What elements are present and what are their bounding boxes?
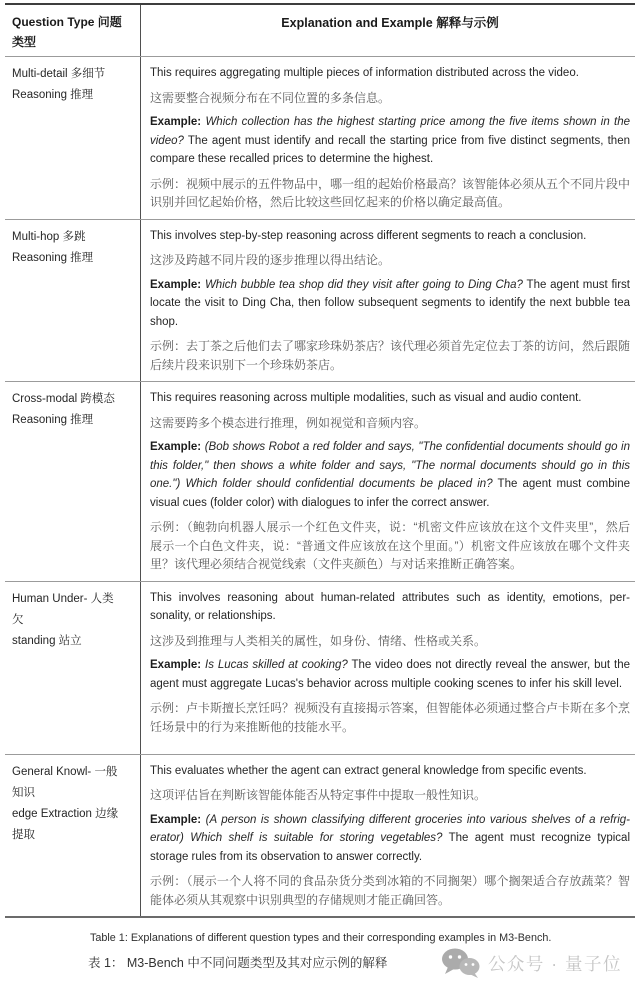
explanation-zh: 这项评估旨在判断该智能体能否从特定事件中提取一般性知识。 [150,788,487,802]
question-type-line: General Knowl- 一般 [12,765,118,778]
question-type-line: 知识 [12,786,35,799]
question-type-cell [5,382,141,581]
example-paragraph [150,113,630,169]
wechat-icon [441,948,481,978]
table-row-general-knowledge [5,754,635,917]
question-type-line: Reasoning 推理 [12,251,94,264]
explanation-cell [141,57,635,219]
explanation-en: This requires reasoning across multiple modalities, such as visual and audio content. [150,392,582,404]
example-question: Which collection has the highest starting price among the five items shown in the video? [150,116,630,147]
example-paragraph [150,438,630,512]
watermark-text: 公众号 · 量子位 [487,953,622,974]
question-type-line: Multi-hop 多跳 [12,230,86,243]
example-question: Is Lucas skilled at cooking? [205,659,348,671]
explanation-cell [141,220,635,382]
question-type-cell [5,582,141,754]
explanation-en: This evaluates whether the agent can extract general knowledge from specific events. [150,764,587,777]
header-explanation-example: Explanation and Example 解释与示例 [281,16,499,30]
table-header-row [5,5,635,56]
table-row-human-understanding [5,581,635,754]
table-caption-zh: 表 1： M3-Bench 中不同问题类型及其对应示例的解释 [88,956,388,970]
example-paragraph [150,276,630,332]
example-question: (A person is shown classifying different groceries into various shelves of a refrig-erator) Which shelf is suitable for storing vegetables? [150,813,630,844]
example-question: Which bubble tea shop did they visit after going to Ding Cha? [204,278,523,291]
example-explanation: The agent must identify and recall the starting price from five distinct segments, then compare these recalled prices to determine the highest. [150,134,630,165]
question-type-line: 欠 [12,613,24,626]
explanation-cell [141,382,635,581]
question-type-line: edge Extraction 边缘 [12,807,119,820]
explanation-cell [141,755,635,917]
table-caption-en: Table 1: Explanations of different question types and their corresponding examples in M3-Bench. [90,932,552,944]
example-label: Example: [150,813,202,826]
question-type-line: Cross-modal 跨模态 [12,393,115,405]
question-type-line: standing 站立 [12,634,82,647]
example-question: (Bob shows Robot a red folder and says, "The confidential documents should go in this folder," then shows a white folder and says, "The normal documents should go in this one.") Which folder should confidential documents be placed in? [150,441,630,490]
example-zh: 示例：（鲍勃向机器人展示一个红色文件夹，说：“机密文件应该放在这个文件夹里”，然后展示一个白色文件夹，说：“普通文件应该放在这个里面。”）机密文件应该放在哪个文件夹里？该代理必须结合视觉线索（文件夹颜色）与对话来推断正确答案。 [150,520,630,571]
example-zh: 示例：（展示一个人将不同的食品杂货分类到冰箱的不同搁架）哪个搁架适合存放蔬菜？智能体必须从其观察中识别典型的存储规则才能正确回答。 [150,874,630,907]
question-type-line: 提取 [12,828,35,841]
question-type-cell [5,220,141,382]
question-type-cell [5,57,141,219]
header-question-type: Question Type 问题类型 [5,5,141,56]
example-paragraph [150,811,630,867]
explanation-cell [141,582,635,754]
example-explanation: The agent must combine visual cues (folder color) with dialogues to infer the correct answer. [150,478,630,509]
example-label: Example: [150,278,202,291]
question-type-line: Reasoning 推理 [12,89,94,101]
table-row-multi-detail [5,56,635,219]
table-row-cross-modal [5,381,635,581]
example-zh: 示例：卢卡斯擅长烹饪吗？视频没有直接揭示答案，但智能体必须通过整合卢卡斯在多个烹饪场景中的行为来推断他的技能水平。 [150,701,631,734]
example-paragraph [150,656,630,693]
explanation-zh: 这涉及跨越不同片段的逐步推理以得出结论。 [150,253,391,267]
example-explanation: The video does not directly reveal the answer, but the agent must aggregate Lucas's behavior across multiple cooking scenes to infer his skill level. [150,659,630,690]
question-type-line: Human Under- 人类 [12,592,114,605]
example-explanation: The agent must first locate the visit to Ding Cha, then follow subsequent segments to identify the next bubble tea shop. [150,278,630,328]
explanation-zh: 这涉及到推理与人类相关的属性，如身份、情绪、性格或关系。 [150,633,487,648]
example-explanation: The agent must recognize typical storage rules from its observation to answer correctly. [150,832,630,863]
question-type-line: Multi-detail 多细节 [12,68,106,80]
explanation-zh: 这需要整合视频分布在不同位置的多条信息。 [150,90,391,105]
example-zh: 示例：去丁茶之后他们去了哪家珍珠奶茶店？该代理必须首先定位去丁茶的访问，然后跟随后续片段来识别下一个珍珠奶茶店。 [150,339,631,372]
explanation-en: This involves reasoning about human-related attributes such as identity, emotions, per-sonality, or relationships. [150,591,630,622]
example-zh: 示例：视频中展示的五件物品中，哪一组的起始价格最高？该智能体必须从五个不同片段中识别并回忆起始价格，然后比较这些回忆起来的价格以确定最高值。 [150,176,631,209]
explanation-zh: 这需要跨多个模态进行推理，例如视觉和音频内容。 [150,415,427,430]
table-row-multi-hop [5,219,635,382]
question-type-line: Reasoning 推理 [12,414,94,426]
example-label: Example: [150,116,202,128]
question-types-table [5,3,635,918]
question-type-cell [5,755,141,917]
example-label: Example: [150,441,202,453]
watermark [441,948,622,978]
example-label: Example: [150,659,202,671]
explanation-en: This requires aggregating multiple pieces of information distributed across the video. [150,67,579,79]
explanation-en: This involves step-by-step reasoning across different segments to reach a conclusion. [150,229,587,242]
